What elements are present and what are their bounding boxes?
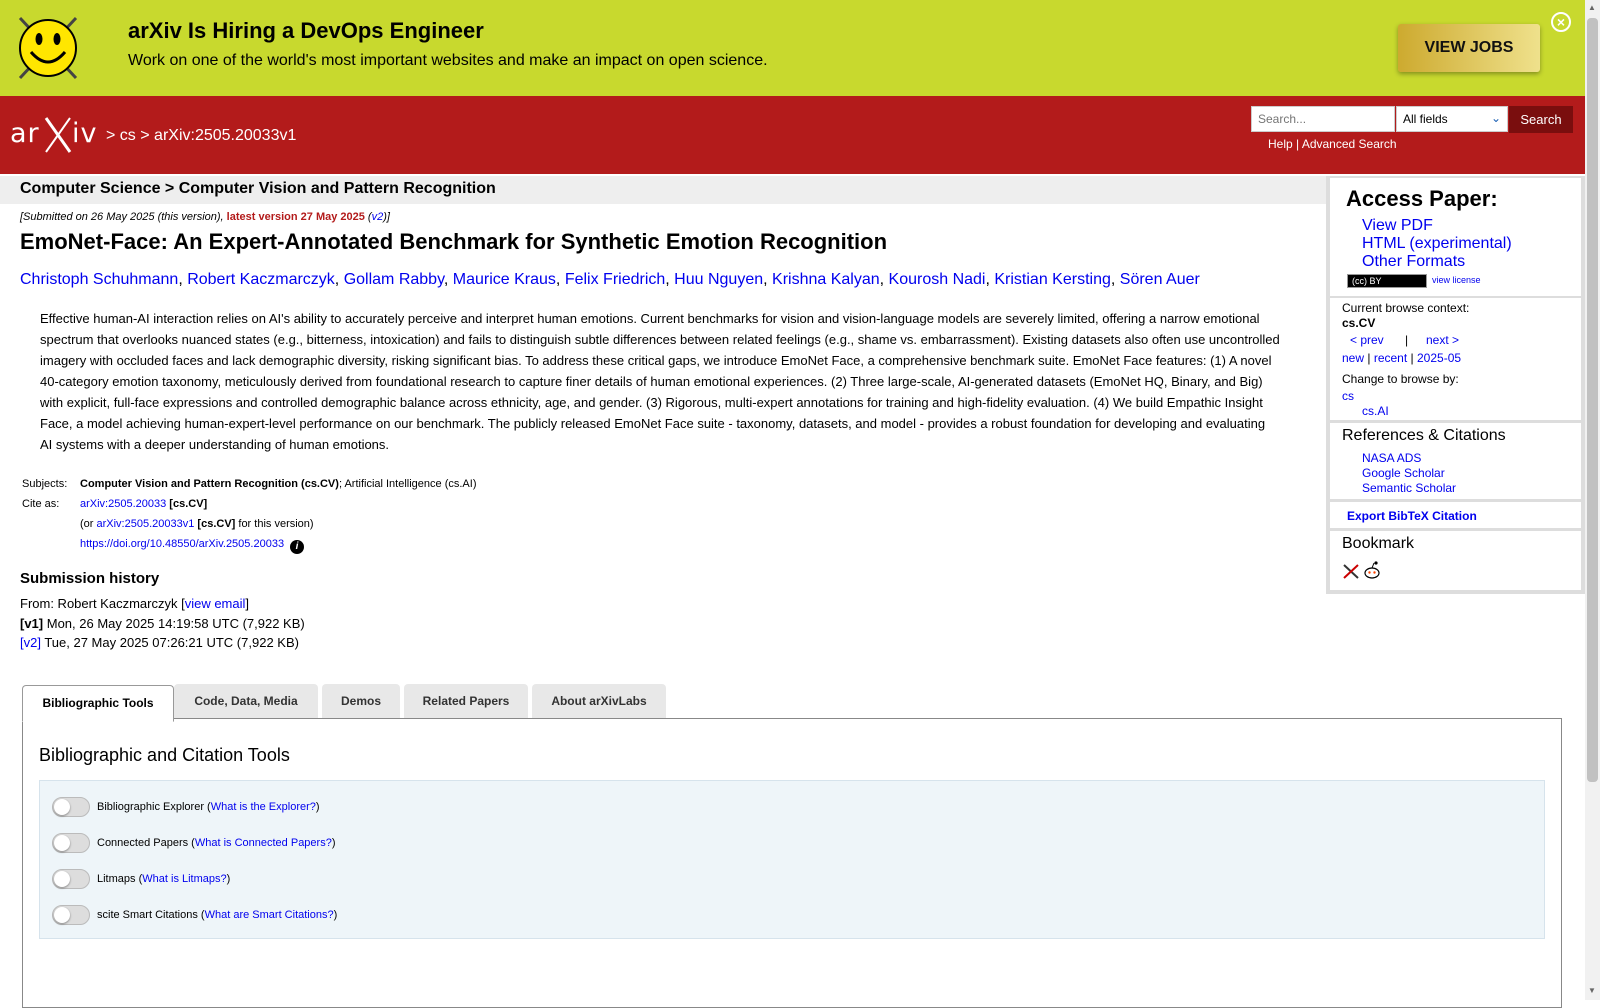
v1-details: Mon, 26 May 2025 14:19:58 UTC (7,922 KB)	[43, 615, 305, 631]
access-title: Access Paper:	[1346, 186, 1498, 211]
tab-related-papers[interactable]: Related Papers	[404, 684, 528, 718]
help-link[interactable]: Help	[1268, 137, 1293, 151]
tool-help-link[interactable]: What is Litmaps?	[142, 873, 227, 885]
other-formats-link[interactable]: Other Formats	[1362, 253, 1466, 270]
export-bibtex-link[interactable]: Export BibTeX Citation	[1347, 509, 1477, 523]
banner-subtitle: Work on one of the world's most important websites and make an impact on open science.	[128, 52, 768, 69]
next-link[interactable]: next >	[1426, 333, 1460, 347]
v2-details: Tue, 27 May 2025 07:26:21 UTC (7,922 KB)	[40, 635, 299, 650]
from-post: ]	[245, 596, 250, 611]
toggle-switch[interactable]	[52, 797, 90, 817]
arxiv-logo[interactable]	[10, 114, 102, 154]
toggle-switch[interactable]	[52, 869, 90, 889]
from-pre: From: Robert Kaczmarczyk [	[20, 596, 185, 611]
view-license-link[interactable]: view license	[1432, 275, 1481, 285]
references-box	[1330, 423, 1581, 499]
cite-id-link[interactable]: arXiv:2505.20033	[80, 498, 167, 510]
breadcrumb	[106, 127, 296, 145]
dateline-post: )]	[383, 211, 390, 223]
bibtex-box	[1330, 502, 1581, 528]
cc-by-license-badge[interactable]: (cc) BY	[1347, 274, 1427, 288]
banner-title: arXiv Is Hiring a DevOps Engineer	[128, 18, 484, 43]
tab-about-arxivlabs[interactable]: About arXivLabs	[532, 684, 666, 718]
tool-label: Connected Papers	[97, 837, 189, 849]
author-link[interactable]: Maurice Kraus	[452, 271, 556, 288]
doi-link[interactable]: https://doi.org/10.48550/arXiv.2505.20033	[80, 538, 285, 550]
tab-demos[interactable]: Demos	[322, 684, 400, 718]
smiley-icon	[14, 12, 82, 84]
breadcrumb-sep: >	[140, 127, 150, 144]
submission-history-title: Submission history	[20, 570, 160, 587]
author-list: Christoph Schuhmann, Robert Kaczmarczyk, Gollam Rabby, Maurice Kraus, Felix Friedrich, Huu Nguyen, Krishna Kalyan, Kourosh Nadi, Kristian Kersting, Sören Auer	[20, 271, 1200, 288]
version-category: [cs.CV]	[197, 518, 236, 530]
google-scholar-link[interactable]: Google Scholar	[1362, 466, 1445, 480]
author-link[interactable]: Gollam Rabby	[343, 271, 444, 288]
info-icon[interactable]: i	[290, 540, 304, 554]
breadcrumb-cs[interactable]: cs	[119, 127, 136, 144]
submission-dateline	[20, 211, 390, 223]
scroll-down-icon[interactable]: ▼	[1588, 986, 1596, 995]
dateline-pre: [Submitted on 26 May 2025 (this version),	[20, 211, 227, 223]
tool-help-link[interactable]: What is the Explorer?	[210, 801, 316, 813]
version-id-link[interactable]: arXiv:2505.20033v1	[96, 518, 195, 530]
subject-heading: Computer Science > Computer Vision and Pattern Recognition	[20, 180, 496, 197]
tools-heading: Bibliographic and Citation Tools	[39, 745, 290, 765]
other-subjects: ; Artificial Intelligence (cs.AI)	[338, 478, 477, 490]
access-paper-box	[1330, 178, 1581, 296]
recent-link[interactable]: recent	[1373, 351, 1408, 365]
toggle-switch[interactable]	[52, 905, 90, 925]
view-jobs-button[interactable]: VIEW JOBS	[1398, 24, 1540, 72]
help-links	[1268, 137, 1397, 151]
nasa-ads-link[interactable]: NASA ADS	[1362, 451, 1422, 465]
search-field-select[interactable]	[1396, 106, 1508, 132]
hiring-banner	[0, 0, 1585, 96]
cite-category: [cs.CV]	[169, 498, 208, 510]
tab-bibliographic-tools[interactable]: Bibliographic Tools	[22, 685, 174, 722]
references-title: References & Citations	[1342, 427, 1506, 444]
tool-label: Bibliographic Explorer	[97, 801, 204, 813]
author-link[interactable]: Krishna Kalyan	[772, 271, 880, 288]
close-icon[interactable]: ×	[1551, 12, 1571, 32]
abstract: Effective human-AI interaction relies on AI's ability to accurately perceive and interpret human emotions. Current benchmarks for vision and vision-language models are severely limited, offering a narrow emotional spectrum that overlooks nuanced states (e.g., bitterness, intoxication) and fails to distinguish subtle differences between related feelings (e.g., shame vs. embarrassment). Existing datasets also often use uncontrolled imagery with occluded faces and lack demographic diversity, risking significant bias. To address these critical gaps, we introduce EmoNet Face, a comprehensive benchmark suite. EmoNet Face features: (1) A novel 40-category emotion taxonomy, meticulously derived from foundational research to capture finer details of human emotional experiences. (2) Three large-scale, AI-generated datasets (EmoNet HQ, Binary, and Big) with explicit, full-face expressions and controlled demographic balance across ethnicity, age, and gender. (3) Rigorous, multi-expert annotations for training and high-fidelity evaluation. (4) We build Empathic Insight Face, a model achieving human-expert-level performance on our benchmark. The publicly released EmoNet Face suite - taxonomy, datasets, and model - provides a robust foundation for developing and evaluating AI systems with a deeper understanding of human emotions.	[40, 311, 1280, 452]
sidebar	[1326, 176, 1585, 594]
prev-next-sep: |	[1405, 333, 1409, 347]
author-link[interactable]: Sören Auer	[1119, 271, 1200, 288]
v1-label: [v1]	[20, 615, 44, 631]
submission-history	[20, 594, 305, 653]
author-link[interactable]: Kristian Kersting	[994, 271, 1111, 288]
semantic-scholar-link[interactable]: Semantic Scholar	[1362, 481, 1457, 495]
paper-title: EmoNet-Face: An Expert-Annotated Benchmark for Synthetic Emotion Recognition	[20, 229, 888, 254]
browse-cs-link[interactable]: cs	[1342, 389, 1354, 403]
reddit-icon[interactable]	[1362, 560, 1382, 580]
change-browse-label: Change to browse by:	[1342, 372, 1459, 386]
tool-help-link[interactable]: What are Smart Citations?	[204, 909, 334, 921]
advanced-search-link[interactable]: Advanced Search	[1301, 137, 1397, 151]
author-link[interactable]: Christoph Schuhmann	[20, 271, 179, 288]
v2-link[interactable]: v2	[371, 211, 384, 223]
sep: |	[1367, 351, 1371, 365]
author-link[interactable]: Felix Friedrich	[564, 271, 666, 288]
view-email-link[interactable]: view email	[184, 596, 246, 611]
chevron-down-icon: ⌄	[1490, 111, 1501, 125]
primary-subject: Computer Vision and Pattern Recognition (cs.CV)	[80, 478, 339, 490]
view-pdf-link[interactable]: View PDF	[1362, 217, 1433, 234]
sep: |	[1410, 351, 1414, 365]
subjects-label: Subjects:	[22, 478, 68, 490]
page-scrollbar[interactable]	[1585, 0, 1600, 1000]
bookmark-box	[1330, 531, 1581, 590]
browse-csai-link[interactable]: cs.AI	[1362, 404, 1389, 418]
browse-category: cs.CV	[1342, 316, 1376, 330]
v2-history-link[interactable]: [v2]	[20, 635, 41, 650]
tab-code-data-media[interactable]: Code, Data, Media	[174, 684, 318, 718]
breadcrumb-sep: >	[106, 127, 116, 144]
toggle-switch[interactable]	[52, 833, 90, 853]
svg-text:ar: ar	[10, 118, 40, 149]
or-post: for this version)	[235, 518, 314, 530]
svg-text:iv: iv	[72, 118, 98, 149]
help-sep: |	[1296, 137, 1300, 151]
tool-help-link[interactable]: What is Connected Papers?	[194, 837, 332, 849]
latest-version: latest version 27 May 2025	[226, 211, 365, 223]
html-link[interactable]: HTML (experimental)	[1362, 235, 1512, 252]
metadata-table	[20, 478, 479, 558]
tool-label: scite Smart Citations	[97, 909, 198, 921]
tab-panel	[22, 718, 1562, 1008]
prev-link[interactable]: < prev	[1350, 333, 1384, 347]
site-header	[0, 96, 1585, 174]
new-link[interactable]: new	[1342, 351, 1365, 365]
bibsonomy-icon[interactable]	[1342, 562, 1360, 580]
tools-list: Bibliographic Explorer (What is the Explorer?) Connected Papers (What is Connected Papers?) Litmaps (What is Litmaps?) scite Smart Citations (What are Smart Citations?)	[39, 780, 1545, 939]
month-link[interactable]: 2025-05	[1417, 351, 1462, 365]
search-field-value: All fields	[1403, 112, 1448, 126]
scroll-up-icon[interactable]: ▲	[1588, 3, 1596, 12]
subject-bar	[0, 176, 1326, 204]
browse-context-box	[1330, 298, 1581, 420]
author-link[interactable]: Kourosh Nadi	[888, 271, 986, 288]
dateline-mid: (	[364, 211, 372, 223]
author-link[interactable]: Huu Nguyen	[674, 271, 764, 288]
search-input[interactable]	[1251, 106, 1395, 132]
author-link[interactable]: Robert Kaczmarczyk	[187, 271, 335, 288]
scroll-thumb[interactable]	[1587, 18, 1598, 782]
breadcrumb-paper-id: arXiv:2505.20033v1	[154, 127, 297, 144]
bookmark-title: Bookmark	[1342, 535, 1415, 552]
tool-label: Litmaps	[97, 873, 136, 885]
search-button[interactable]: Search	[1509, 106, 1573, 133]
cite-label: Cite as:	[22, 498, 60, 510]
browse-context-label: Current browse context:	[1342, 301, 1470, 315]
or-pre: (or	[80, 518, 97, 530]
